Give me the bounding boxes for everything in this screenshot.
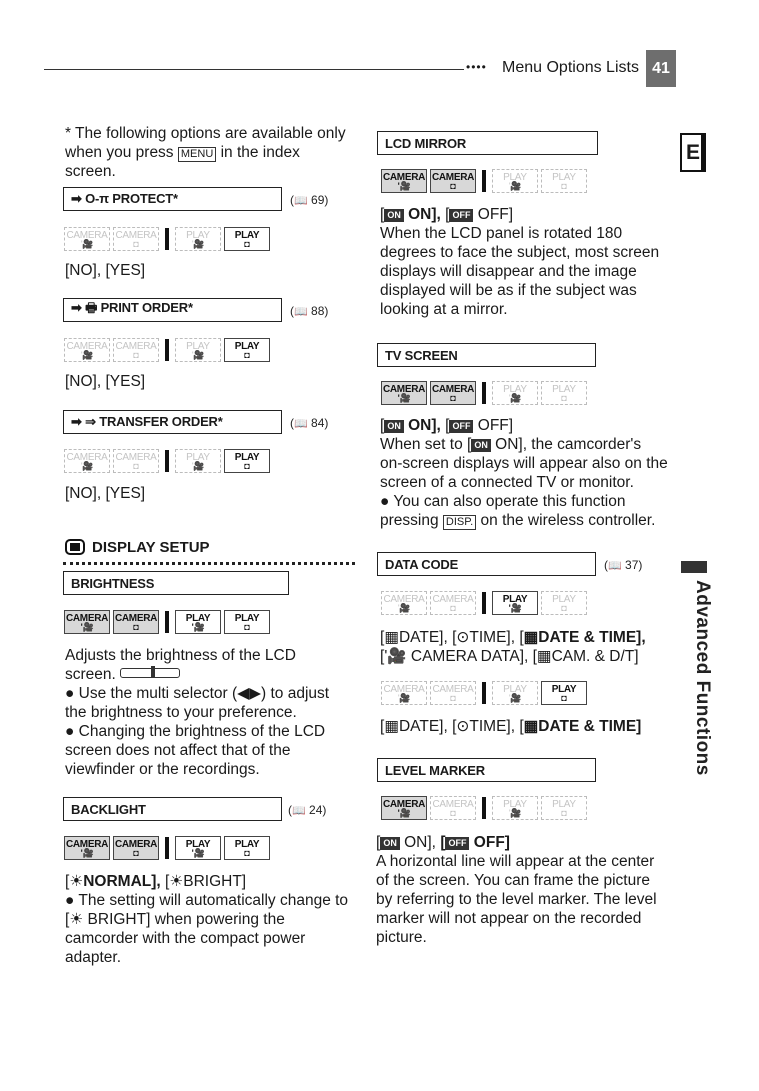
tv-screen-text: [ ON ON], [ OFF OFF] When set to [ ON ON], the camcorder's on-screen displays will appear also on the screen of a connected TV or monitor. ● You can also operate this function pressing DISP. on the wireless controller. (380, 417, 668, 529)
backlight-normal-icon: ☀ (69, 873, 84, 890)
camera-movie-mode-icon: CAMERA '🎥 (64, 338, 110, 362)
mode-separator (482, 682, 486, 704)
intro-text (65, 124, 346, 181)
brightness-text: Adjusts the brightness of the LCD screen. ● Use the multi selector (◀▶) to adjust the brightness to your preference. ● Changing the brightness of the LCD screen does not affect that of the viewfinder or the recordings. (65, 647, 330, 778)
display-setup-icon (64, 537, 88, 557)
mode-separator (165, 450, 169, 472)
play-movie-mode-icon: PLAY '🎥 (492, 381, 538, 405)
backlight-ref: (📖 24) (288, 803, 327, 817)
mode-separator (165, 837, 169, 859)
camera-still-mode-icon: CAMERA ◘ (430, 796, 476, 820)
tv-screen-heading: TV SCREEN (377, 343, 596, 367)
transfer-order-ref: (📖 84) (290, 416, 329, 430)
transfer-order-modes (64, 448, 270, 474)
book-icon: 📖 (292, 805, 306, 817)
on-tag-icon: ON (380, 837, 400, 850)
protect-ref: (📖 69) (290, 193, 329, 207)
camera-movie-mode-icon: CAMERA '🎥 (64, 610, 110, 634)
backlight-heading: BACKLIGHT (63, 797, 282, 821)
camera-movie-mode-icon: CAMERA '🎥 (381, 169, 427, 193)
off-tag-icon: OFF (449, 420, 473, 433)
camera-movie-mode-icon: CAMERA '🎥 (64, 836, 110, 860)
level-marker-text: [ ON ON], [ OFF OFF] A horizontal line will appear at the center of the screen. You can frame the picture by referring to the level marker. The level marker will not appear on the recorded picture. (376, 834, 657, 946)
play-movie-mode-icon: PLAY '🎥 (492, 796, 538, 820)
book-icon: 📖 (294, 195, 308, 207)
data-code-text-1: [▦DATE], [⊙TIME], [▦DATE & TIME], ['🎥 CAMERA DATA], [▦CAM. & D/T] (380, 629, 646, 665)
book-icon: 📖 (294, 418, 308, 430)
language-tab: E (680, 133, 706, 172)
play-movie-mode-icon: PLAY '🎥 (492, 169, 538, 193)
play-still-mode-icon: PLAY ◘ (224, 227, 270, 251)
data-code-text-2: [▦DATE], [⊙TIME], [▦DATE & TIME] (380, 718, 642, 735)
lcd-mirror-text: [ ON ON], [ OFF OFF] When the LCD panel is rotated 180 degrees to face the subject, most screen displays will disappear and the image displayed will be as if the subject was looking at a mirror. (380, 206, 660, 318)
print-order-modes (64, 337, 270, 363)
camera-still-mode-icon: CAMERA ◘ (113, 338, 159, 362)
play-still-mode-icon: PLAY ◘ (224, 610, 270, 634)
data-code-modes-2 (381, 680, 587, 706)
date-time-icon: ▦ (523, 629, 539, 646)
camera-movie-mode-icon: CAMERA '🎥 (64, 227, 110, 251)
backlight-modes (64, 835, 270, 861)
play-still-mode-icon: PLAY ◘ (541, 169, 587, 193)
camera-still-mode-icon: CAMERA ◘ (430, 169, 476, 193)
mode-separator (482, 170, 486, 192)
page-number: 41 (646, 50, 676, 87)
camera-still-mode-icon: CAMERA ◘ (113, 227, 159, 251)
play-movie-mode-icon: PLAY '🎥 (492, 681, 538, 705)
camera-still-mode-icon: CAMERA ◘ (430, 381, 476, 405)
camera-still-mode-icon: CAMERA ◘ (113, 610, 159, 634)
on-tag-icon: ON (384, 420, 404, 433)
lcd-mirror-modes (381, 168, 587, 194)
brightness-slider-icon (120, 668, 180, 678)
print-order-ref: (📖 88) (290, 304, 329, 318)
display-setup-title: DISPLAY SETUP (64, 537, 210, 557)
transfer-order-options: [NO], [YES] (65, 485, 146, 502)
play-still-mode-icon: PLAY ◘ (541, 796, 587, 820)
protect-options: [NO], [YES] (65, 262, 146, 279)
clock-icon: ⊙ (456, 629, 470, 646)
mode-separator (482, 592, 486, 614)
off-tag-icon: OFF (449, 209, 473, 222)
print-order-heading: ➡ 🖶 PRINT ORDER* (63, 298, 282, 322)
camera-movie-mode-icon: CAMERA '🎥 (381, 591, 427, 615)
play-still-mode-icon: PLAY ◘ (224, 449, 270, 473)
data-code-heading: DATA CODE (377, 552, 596, 576)
play-movie-mode-icon: PLAY '🎥 (175, 836, 221, 860)
play-movie-mode-icon: PLAY '🎥 (175, 449, 221, 473)
play-movie-mode-icon: PLAY '🎥 (175, 338, 221, 362)
play-still-mode-icon: PLAY ◘ (541, 591, 587, 615)
camera-data-icon: '🎥 (384, 648, 407, 665)
brightness-modes (64, 609, 270, 635)
camera-movie-mode-icon: CAMERA '🎥 (381, 381, 427, 405)
intro-line: when you press MENU in the index (65, 144, 300, 161)
on-tag-icon: ON (471, 439, 491, 452)
intro-line: screen. (65, 163, 116, 180)
book-icon: 📖 (608, 560, 622, 572)
camera-still-mode-icon: CAMERA ◘ (113, 449, 159, 473)
play-still-mode-icon: PLAY ◘ (224, 338, 270, 362)
protect-heading: ➡ O‑π PROTECT* (63, 187, 282, 211)
date-time-icon: ▦ (523, 718, 539, 735)
header-rule (44, 69, 464, 70)
menu-key: MENU (178, 147, 216, 162)
backlight-bright-icon: ☀ (169, 873, 184, 890)
print-order-options: [NO], [YES] (65, 373, 146, 390)
play-still-mode-icon: PLAY ◘ (224, 836, 270, 860)
level-marker-heading: LEVEL MARKER (377, 758, 596, 782)
camera-still-mode-icon: CAMERA ◘ (430, 591, 476, 615)
mode-separator (482, 797, 486, 819)
dotted-rule (63, 562, 355, 565)
sidebar-bar (681, 561, 707, 573)
on-tag-icon: ON (384, 209, 404, 222)
camera-still-mode-icon: CAMERA ◘ (430, 681, 476, 705)
play-still-mode-icon: PLAY ◘ (541, 681, 587, 705)
lcd-mirror-heading: LCD MIRROR (377, 131, 598, 155)
date-icon: ▦ (384, 629, 399, 646)
play-movie-mode-icon: PLAY '🎥 (492, 591, 538, 615)
date-icon: ▦ (384, 718, 399, 735)
tv-screen-modes (381, 380, 587, 406)
mode-separator (165, 228, 169, 250)
sidebar-label: Advanced Functions (692, 580, 713, 776)
camera-movie-mode-icon: CAMERA '🎥 (64, 449, 110, 473)
camera-movie-mode-icon: CAMERA '🎥 (381, 796, 427, 820)
data-code-modes-1 (381, 590, 587, 616)
book-icon: 📖 (294, 306, 308, 318)
level-marker-modes (381, 795, 587, 821)
transfer-order-heading: ➡ ⇒ TRANSFER ORDER* (63, 410, 282, 434)
header-dots: •••• (466, 60, 487, 74)
page-title: Menu Options Lists (502, 59, 639, 76)
intro-line: * The following options are available only (65, 125, 346, 142)
disp-key: DISP. (443, 515, 476, 530)
camera-still-mode-icon: CAMERA ◘ (113, 836, 159, 860)
protect-modes (64, 226, 270, 252)
play-still-mode-icon: PLAY ◘ (541, 381, 587, 405)
mode-separator (482, 382, 486, 404)
cam-dt-icon: ▦ (536, 648, 552, 665)
mode-separator (165, 339, 169, 361)
data-code-ref: (📖 37) (604, 558, 643, 572)
off-tag-icon: OFF (445, 837, 469, 850)
brightness-heading: BRIGHTNESS (63, 571, 289, 595)
backlight-text: [☀NORMAL], [☀BRIGHT] ● The setting will automatically change to [☀ BRIGHT] when powering the camcorder with the compact power adapter. (65, 873, 349, 966)
mode-separator (165, 611, 169, 633)
backlight-bright-icon: ☀ (69, 911, 84, 928)
clock-icon: ⊙ (456, 718, 470, 735)
camera-movie-mode-icon: CAMERA '🎥 (381, 681, 427, 705)
play-movie-mode-icon: PLAY '🎥 (175, 227, 221, 251)
play-movie-mode-icon: PLAY '🎥 (175, 610, 221, 634)
